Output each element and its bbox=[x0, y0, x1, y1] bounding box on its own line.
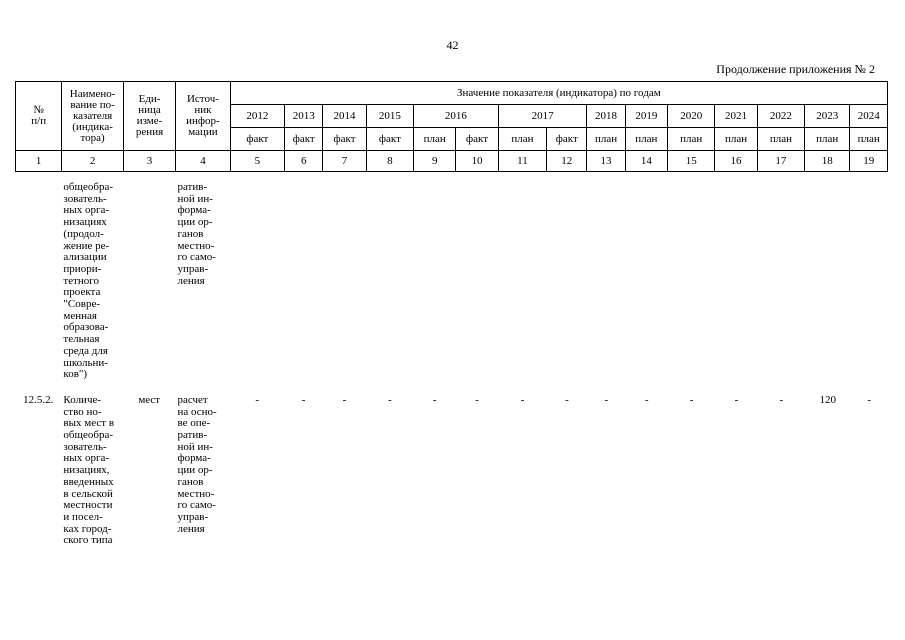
value-cell bbox=[547, 182, 587, 381]
value-cell bbox=[625, 182, 667, 381]
value-cell: - bbox=[255, 393, 260, 406]
column-number: 10 bbox=[456, 151, 498, 172]
column-number: 6 bbox=[285, 151, 323, 172]
column-number: 14 bbox=[625, 151, 667, 172]
year-2019: 2019 bbox=[625, 105, 667, 128]
type-cell: факт bbox=[456, 128, 498, 151]
value-cell: - bbox=[388, 393, 392, 406]
type-cell: план bbox=[715, 128, 757, 151]
value-cell bbox=[284, 182, 322, 381]
value-cell bbox=[323, 182, 366, 381]
row-num: 12.5.2. bbox=[23, 393, 54, 406]
column-number: 8 bbox=[366, 151, 413, 172]
type-cell: факт bbox=[547, 128, 587, 151]
type-cell: план bbox=[805, 128, 850, 151]
column-number: 11 bbox=[498, 151, 546, 172]
value-cell: - bbox=[689, 393, 694, 406]
column-number: 15 bbox=[668, 151, 715, 172]
column-number: 9 bbox=[414, 151, 456, 172]
continuation-label: Продолжение приложения № 2 bbox=[716, 62, 875, 76]
row-unit bbox=[123, 182, 175, 381]
value-cell bbox=[715, 182, 757, 381]
header-name: Наимено- вание по- казателя (индика- тора) bbox=[62, 82, 123, 151]
header-value: Значение показателя (индикатора) по годам bbox=[230, 82, 887, 105]
value-cell: - bbox=[779, 393, 784, 406]
indicator-table-header bbox=[15, 81, 888, 172]
column-number: 19 bbox=[850, 151, 888, 172]
year-2022: 2022 bbox=[757, 105, 804, 128]
type-cell: план bbox=[498, 128, 546, 151]
column-number: 5 bbox=[230, 151, 284, 172]
value-cell bbox=[456, 182, 498, 381]
value-cell: - bbox=[867, 393, 872, 406]
value-cell: - bbox=[520, 393, 525, 406]
column-number: 4 bbox=[176, 151, 230, 172]
year-2020: 2020 bbox=[668, 105, 715, 128]
value-cell: - bbox=[734, 393, 739, 406]
column-number: 3 bbox=[123, 151, 175, 172]
table-row bbox=[15, 182, 888, 381]
value-cell bbox=[230, 182, 284, 381]
value-cell: - bbox=[432, 393, 437, 406]
table-row bbox=[15, 395, 888, 547]
value-cell: - bbox=[342, 393, 347, 406]
type-cell: факт bbox=[323, 128, 366, 151]
year-2017: 2017 bbox=[498, 105, 587, 128]
type-cell: план bbox=[757, 128, 804, 151]
type-cell: факт bbox=[285, 128, 323, 151]
year-2012: 2012 bbox=[230, 105, 284, 128]
value-cell bbox=[498, 182, 546, 381]
row-num bbox=[15, 182, 61, 381]
row-gap bbox=[15, 381, 888, 395]
year-2023: 2023 bbox=[805, 105, 850, 128]
row-unit: мест bbox=[138, 393, 161, 406]
column-number: 7 bbox=[323, 151, 366, 172]
row-source: расчет на осно- ве опе- ратив- ной ин- форма- ции ор- ганов местно- го само- управ- ления bbox=[177, 393, 217, 535]
value-cell bbox=[850, 182, 888, 381]
value-cell: - bbox=[475, 393, 479, 406]
value-cell: - bbox=[644, 393, 649, 406]
type-cell: факт bbox=[366, 128, 413, 151]
column-number: 17 bbox=[757, 151, 804, 172]
type-cell: план bbox=[587, 128, 625, 151]
year-2015: 2015 bbox=[366, 105, 413, 128]
year-2021: 2021 bbox=[715, 105, 757, 128]
value-cell bbox=[414, 182, 456, 381]
value-cell: - bbox=[604, 393, 609, 406]
page-number: 42 bbox=[446, 38, 459, 52]
type-cell: план bbox=[668, 128, 715, 151]
column-number: 16 bbox=[715, 151, 757, 172]
value-cell bbox=[366, 182, 413, 381]
type-cell: план bbox=[625, 128, 667, 151]
value-cell: - bbox=[301, 393, 306, 406]
value-cell bbox=[668, 182, 715, 381]
column-number: 1 bbox=[16, 151, 62, 172]
value-cell bbox=[587, 182, 625, 381]
value-cell bbox=[758, 182, 805, 381]
column-number: 13 bbox=[587, 151, 625, 172]
column-number: 18 bbox=[805, 151, 850, 172]
indicator-table-body bbox=[15, 182, 888, 547]
row-gap-cell bbox=[15, 381, 888, 395]
row-source: ратив- ной ин- форма- ции ор- ганов местно- го само- управ- ления bbox=[177, 181, 216, 287]
value-cell: - bbox=[565, 393, 569, 406]
year-2016: 2016 bbox=[414, 105, 499, 128]
year-2018: 2018 bbox=[587, 105, 625, 128]
type-cell: план bbox=[414, 128, 456, 151]
year-2024: 2024 bbox=[850, 105, 888, 128]
row-name: Количе- ство но- вых мест в общеобра- зователь- ных орга- низациях, введенных в сельской местности и посел- ках город- ского типа bbox=[63, 393, 115, 547]
year-2013: 2013 bbox=[285, 105, 323, 128]
column-number: 12 bbox=[547, 151, 587, 172]
type-cell: факт bbox=[230, 128, 284, 151]
header-num: № п/п bbox=[16, 82, 62, 151]
header-source: Источ- ник инфор- мации bbox=[176, 82, 230, 151]
year-2014: 2014 bbox=[323, 105, 366, 128]
type-cell: план bbox=[850, 128, 888, 151]
value-cell: 120 bbox=[819, 393, 837, 406]
row-name: общеобра- зователь- ных орга- низациях (продол- жение ре- ализации приори- тетного проекта "Совре- менная образова- тельная среда для школьни- ков") bbox=[63, 181, 114, 381]
column-number: 2 bbox=[62, 151, 123, 172]
header-unit: Еди- ница изме- рения bbox=[123, 82, 175, 151]
value-cell bbox=[805, 182, 850, 381]
